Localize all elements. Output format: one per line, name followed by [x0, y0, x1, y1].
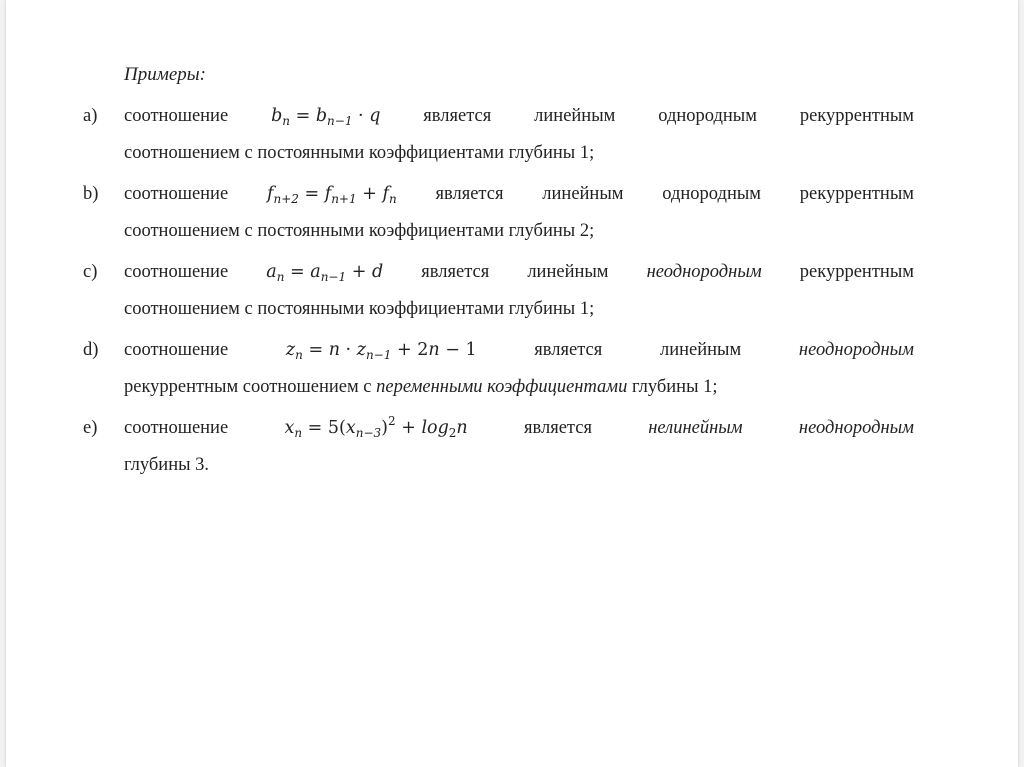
word: линейным [534, 106, 616, 126]
example-line-1 [124, 97, 914, 135]
word-relation: соотношение [124, 106, 229, 126]
example-line-1 [124, 331, 914, 369]
emphasis-text: переменными коэффициентами [376, 377, 628, 397]
example-line-1 [124, 175, 914, 213]
word: является [523, 418, 592, 438]
example-line-2: соотношением с постоянными коэффициентами глубины 2; [124, 221, 595, 241]
item-letter: c) [83, 262, 98, 282]
item-letter: a) [83, 106, 98, 126]
example-line-2: соотношением с постоянными коэффициентами глубины 1; [124, 299, 595, 319]
word-relation: соотношение [124, 262, 229, 282]
formula-e: $x_n = 5(x_{n-3})^2 + \log_2n$ [284, 414, 468, 440]
item-letter: e) [83, 418, 98, 438]
formula-b: $f_{n+2} = f_{n+1} + f_n$ [266, 184, 397, 206]
word: является [534, 340, 603, 360]
word-emphasis: неоднородным [798, 418, 914, 438]
word-relation: соотношение [124, 184, 229, 204]
word-emphasis: нелинейным [648, 418, 743, 438]
word: рекуррентным [799, 262, 914, 282]
word: линейным [542, 184, 624, 204]
example-line-1 [124, 409, 914, 447]
word: однородным [658, 106, 757, 126]
example-line-2: глубины 3. [124, 455, 210, 475]
word: линейным [527, 262, 609, 282]
word: однородным [662, 184, 761, 204]
word-relation: соотношение [124, 340, 229, 360]
word: является [435, 184, 504, 204]
examples-heading: Примеры: [124, 64, 206, 85]
formula-d: $z_n = n \cdot z_{n-1} + 2n - 1$ [285, 340, 477, 362]
item-letter: b) [83, 184, 99, 204]
word-emphasis: неоднородным [798, 340, 914, 360]
word: является [423, 106, 492, 126]
formula-c: $a_n = a_{n-1} + d$ [266, 262, 384, 284]
example-line-1 [124, 253, 914, 291]
word-emphasis: неоднородным [646, 262, 762, 282]
item-letter: d) [83, 340, 99, 360]
document-slide [6, 0, 1018, 767]
example-line-2: соотношением с постоянными коэффициентами глубины 1; [124, 143, 595, 163]
word-relation: соотношение [124, 418, 229, 438]
word: является [421, 262, 490, 282]
example-line-2: рекуррентным соотношением с переменными коэффициентами глубины 1; [124, 377, 718, 397]
word: рекуррентным [799, 106, 914, 126]
word: рекуррентным [799, 184, 914, 204]
word: линейным [660, 340, 742, 360]
formula-a: $b_n = b_{n-1} \cdot q$ [271, 106, 381, 128]
